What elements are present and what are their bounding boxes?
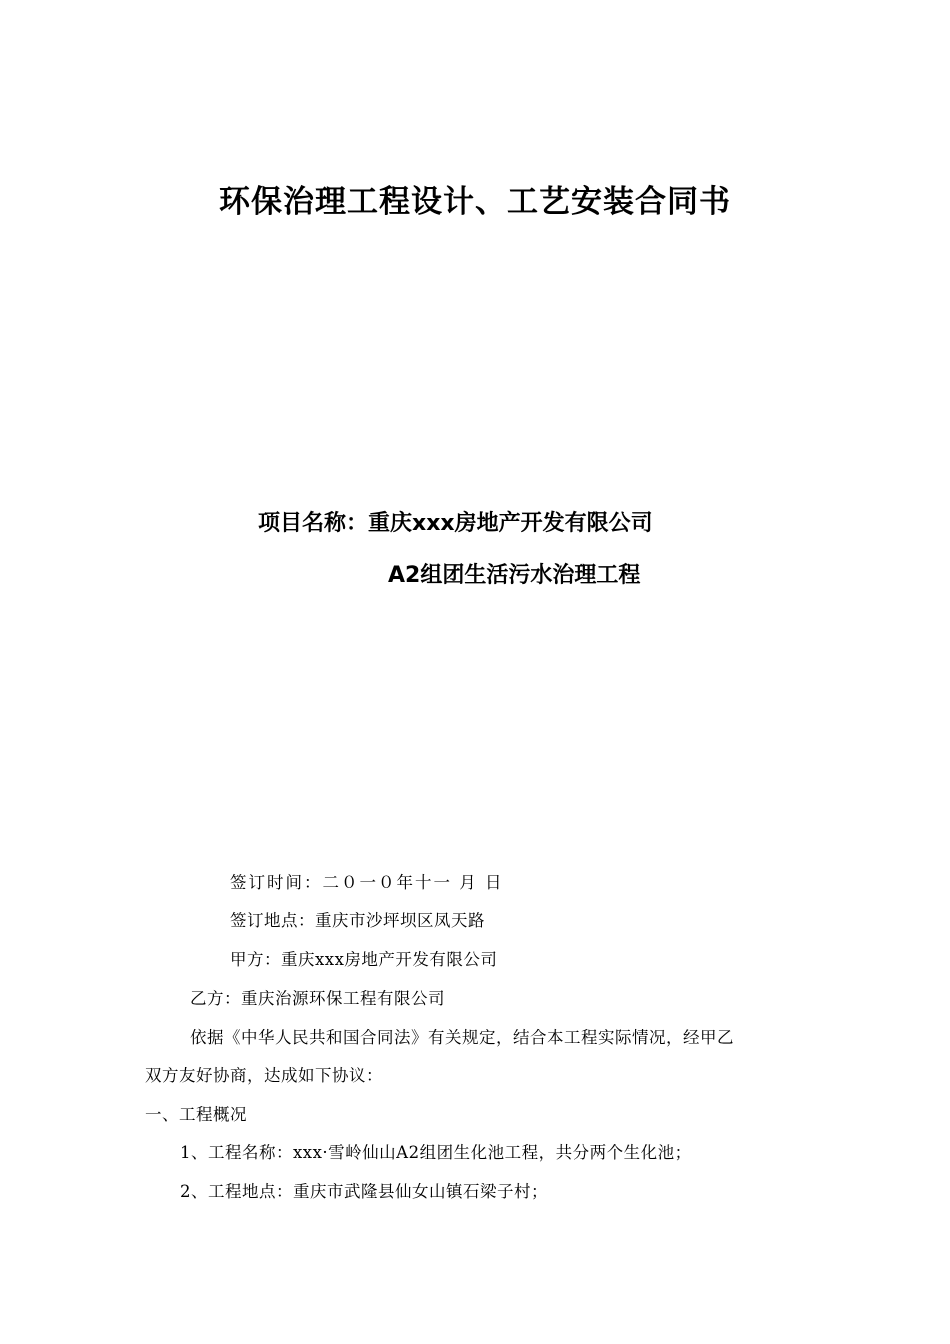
project-overview-item-2: 2、工程地点：重庆市武隆县仙女山镇石梁子村； [180,1182,548,1201]
party-b: 乙方：重庆治源环保工程有限公司 [190,989,445,1008]
signing-place: 签订地点：重庆市沙坪坝区凤天路 [230,911,485,930]
party-a: 甲方：重庆xxx房地产开发有限公司 [230,950,498,969]
project-name-line-2: A2组团生活污水治理工程 [388,563,641,588]
project-name-line-1: 项目名称：重庆xxx房地产开发有限公司 [258,511,653,536]
signing-date: 签订时间：二０一０年十一 月 日 [230,873,504,892]
project-overview-item-1: 1、工程名称：xxx·雪岭仙山A2组团生化池工程，共分两个生化池； [180,1143,692,1162]
section-heading-project-overview: 一、工程概况 [145,1105,247,1124]
agreement-paragraph-line-1: 依据《中华人民共和国合同法》有关规定，结合本工程实际情况，经甲乙 [190,1028,734,1047]
agreement-paragraph-line-2: 双方友好协商，达成如下协议： [145,1066,383,1085]
document-title: 环保治理工程设计、工艺安装合同书 [219,184,731,220]
